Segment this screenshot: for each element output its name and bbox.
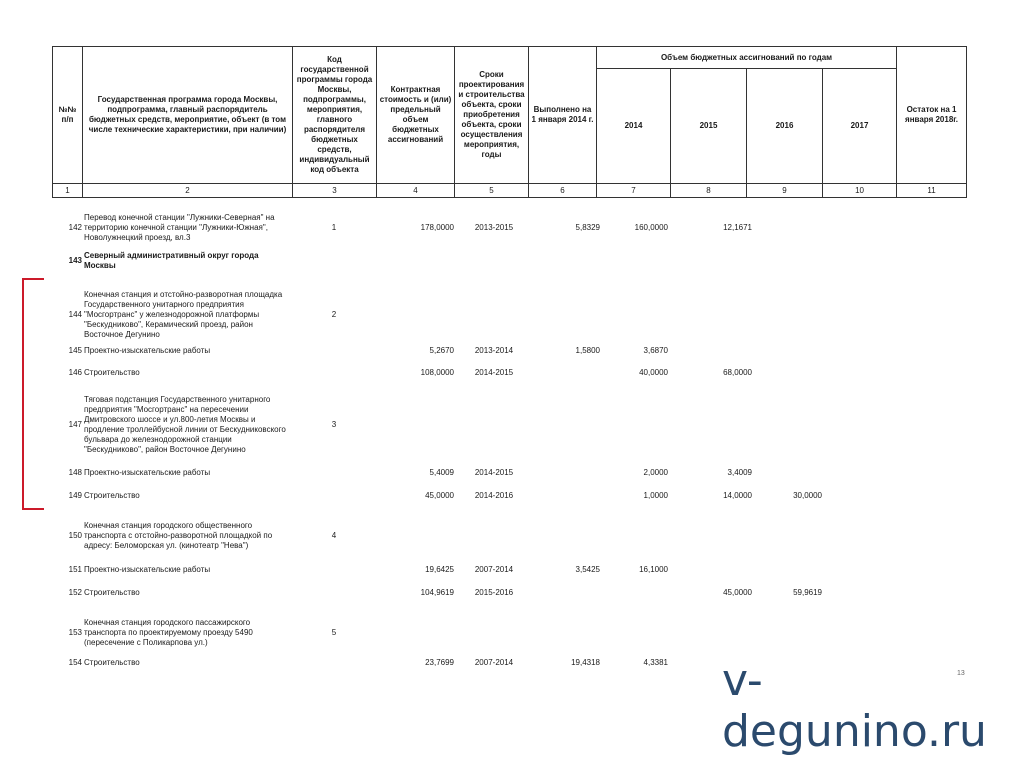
- table-row: [52, 560, 966, 580]
- col-num: 8: [671, 184, 747, 198]
- cell-y2015: [676, 516, 752, 556]
- cell-rest: [902, 342, 966, 360]
- cell-code: [292, 464, 376, 482]
- cell-rest: [902, 246, 966, 276]
- cell-y2017: [826, 464, 900, 482]
- cell-period: 2007-2014: [474, 658, 514, 667]
- table-row: [52, 486, 966, 506]
- cell-rest: [902, 464, 966, 482]
- cell-n: 151: [68, 565, 82, 574]
- cell-cost: 5,4009: [429, 468, 454, 477]
- cell-rest: [902, 280, 966, 350]
- cell-code: [292, 560, 376, 580]
- cell-done: [534, 246, 600, 276]
- cell-y2017: [826, 364, 900, 382]
- table-row: [52, 464, 966, 482]
- col-num: 9: [747, 184, 823, 198]
- cell-done: [534, 364, 600, 382]
- cell-y2017: [826, 486, 900, 506]
- cell-y2014: [602, 280, 668, 350]
- cell-done: 19,4318: [571, 658, 600, 667]
- cell-y2014: [602, 516, 668, 556]
- header-group: Объем бюджетных ассигнований по годам: [597, 47, 897, 69]
- cell-y2017: [826, 582, 900, 604]
- header-2014: 2014: [597, 69, 671, 184]
- cell-n: 143: [68, 256, 82, 265]
- cell-code: 1: [331, 223, 337, 232]
- cell-name: Конечная станция и отстойно-разворотная площадка Государственного унитарного предприятия "Мосгортранс" у железнодорожной платформы "Бескудниково", Керамический проезд, район Восточное Дегунино: [84, 290, 283, 339]
- cell-y2017: [826, 208, 900, 248]
- table-row: [52, 208, 966, 248]
- highlight-bracket: [22, 278, 44, 510]
- cell-n: 144: [68, 310, 82, 319]
- col-num: 3: [293, 184, 377, 198]
- cell-y2015: [676, 342, 752, 360]
- cell-y2015: [676, 390, 752, 460]
- col-num: 1: [53, 184, 83, 198]
- cell-y2017: [826, 246, 900, 276]
- cell-y2014: 16,1000: [639, 565, 668, 574]
- cell-code: [292, 652, 376, 674]
- cell-y2016: [754, 464, 822, 482]
- cell-rest: [902, 390, 966, 460]
- cell-y2016: [754, 246, 822, 276]
- cell-period: 2014-2015: [474, 368, 514, 377]
- cell-period: [456, 610, 532, 656]
- cell-y2016: 59,9619: [793, 588, 822, 597]
- table-row: [52, 582, 966, 604]
- cell-cost: 178,0000: [420, 223, 454, 232]
- cell-y2017: [826, 342, 900, 360]
- page-number: 13: [957, 670, 965, 677]
- header-period: Сроки проектирования и строительства объекта, сроки приобретения объекта, сроки осуществления мероприятия, годы: [455, 47, 529, 184]
- cell-y2017: [826, 560, 900, 580]
- cell-code: 4: [331, 531, 337, 540]
- cell-y2014: 1,0000: [643, 491, 668, 500]
- cell-period: [456, 280, 532, 350]
- cell-rest: [902, 560, 966, 580]
- cell-y2015: [676, 246, 752, 276]
- header-2017: 2017: [823, 69, 897, 184]
- cell-done: [534, 464, 600, 482]
- cell-rest: [902, 516, 966, 556]
- table-row: [52, 246, 966, 276]
- cell-name: Конечная станция городского пассажирского транспорта по проектируемому проезду 5490 (пересечение с Поликарпова ул.): [84, 618, 253, 647]
- cell-n: 152: [68, 588, 82, 597]
- cell-name: Тяговая подстанция Государственного унитарного предприятия "Мосгортранс" на пересечении Дмитровского шоссе и ул.800-летия Москвы и продление троллейбусной линии от Бескудниковского бульвара до железнодорожной станции "Бескудниково", район Восточное Дегунино: [84, 395, 286, 454]
- cell-cost: 5,2670: [429, 346, 454, 355]
- cell-cost: [378, 280, 454, 350]
- col-num: 7: [597, 184, 671, 198]
- cell-rest: [902, 364, 966, 382]
- header-2016: 2016: [747, 69, 823, 184]
- cell-n: 149: [68, 491, 82, 500]
- cell-cost: [378, 390, 454, 460]
- cell-rest: [902, 208, 966, 248]
- cell-period: 2014-2015: [474, 468, 514, 477]
- col-num: 4: [377, 184, 455, 198]
- cell-y2016: [754, 364, 822, 382]
- cell-period: 2013-2015: [474, 223, 514, 232]
- cell-n: 150: [68, 531, 82, 540]
- cell-y2014: 40,0000: [639, 368, 668, 377]
- cell-y2017: [826, 280, 900, 350]
- cell-period: 2015-2016: [474, 588, 514, 597]
- cell-name: Строительство: [84, 368, 140, 377]
- col-num: 6: [529, 184, 597, 198]
- table-header: [52, 46, 966, 198]
- cell-y2017: [826, 610, 900, 656]
- cell-y2014: [602, 610, 668, 656]
- header-program: Государственная программа города Москвы, подпрограмма, главный распорядитель бюджетных средств, мероприятие, объект (в том числе технические характеристики, при наличии): [83, 47, 293, 184]
- cell-name: Строительство: [84, 588, 140, 597]
- cell-name: Проектно-изыскательские работы: [84, 565, 211, 574]
- cell-cost: [378, 610, 454, 656]
- cell-n: 142: [68, 223, 82, 232]
- cell-n: 146: [68, 368, 82, 377]
- cell-period: [456, 516, 532, 556]
- cell-cost: 104,9619: [420, 588, 454, 597]
- cell-code: [292, 364, 376, 382]
- cell-y2014: 2,0000: [643, 468, 668, 477]
- cell-y2015: 3,4009: [727, 468, 752, 477]
- watermark: v-degunino.ru: [722, 655, 987, 757]
- cell-y2015: 12,1671: [723, 223, 752, 232]
- cell-done: 5,8329: [575, 223, 600, 232]
- cell-done: 3,5425: [575, 565, 600, 574]
- cell-y2014: [602, 246, 668, 276]
- cell-done: [534, 516, 600, 556]
- cell-y2016: [754, 208, 822, 248]
- cell-code: [292, 246, 376, 276]
- cell-code: 3: [331, 420, 337, 429]
- col-num: 10: [823, 184, 897, 198]
- cell-rest: [902, 486, 966, 506]
- cell-done: [534, 390, 600, 460]
- cell-cost: [378, 246, 454, 276]
- cell-n: 154: [68, 658, 82, 667]
- cell-code: [292, 486, 376, 506]
- cell-cost: 45,0000: [425, 491, 454, 500]
- cell-y2014: 4,3381: [643, 658, 668, 667]
- cell-cost: 23,7699: [425, 658, 454, 667]
- cell-done: 1,5800: [575, 346, 600, 355]
- cell-y2014: [602, 390, 668, 460]
- col-num: 2: [83, 184, 293, 198]
- cell-period: [456, 390, 532, 460]
- cell-y2014: [602, 582, 668, 604]
- cell-y2016: 30,0000: [793, 491, 822, 500]
- col-num: 11: [897, 184, 967, 198]
- cell-period: 2014-2016: [474, 491, 514, 500]
- cell-y2016: [754, 342, 822, 360]
- cell-name: Конечная станция городского общественного транспорта с отстойно-разворотной площадкой по адресу: Беломорская ул. (кинотеатр "Нева"): [84, 521, 273, 550]
- cell-done: [534, 610, 600, 656]
- table-row: [52, 516, 966, 556]
- cell-code: 5: [331, 628, 337, 637]
- cell-cost: [378, 516, 454, 556]
- cell-cost: 108,0000: [420, 368, 454, 377]
- cell-name: Проектно-изыскательские работы: [84, 346, 211, 355]
- table-row: [52, 390, 966, 460]
- cell-done: [534, 280, 600, 350]
- cell-code: 2: [331, 310, 337, 319]
- header-cost: Контрактная стоимость и (или) предельный объем бюджетных ассигнований: [377, 47, 455, 184]
- cell-n: 147: [68, 420, 82, 429]
- cell-n: 153: [68, 628, 82, 637]
- cell-y2015: 68,0000: [723, 368, 752, 377]
- cell-code: [292, 582, 376, 604]
- header-rest: Остаток на 1 января 2018г.: [897, 47, 967, 184]
- cell-y2016: [754, 516, 822, 556]
- cell-y2016: [754, 610, 822, 656]
- cell-n: 145: [68, 346, 82, 355]
- cell-y2016: [754, 390, 822, 460]
- cell-code: [292, 342, 376, 360]
- cell-y2014: 3,6870: [643, 346, 668, 355]
- cell-y2016: [754, 560, 822, 580]
- cell-rest: [902, 610, 966, 656]
- header-code: Код государственной программы города Москвы, подпрограммы, мероприятия, главного распорядителя бюджетных средств, индивидуальный код объекта: [293, 47, 377, 184]
- cell-y2015: [676, 560, 752, 580]
- cell-name: Строительство: [84, 491, 140, 500]
- cell-done: [534, 486, 600, 506]
- cell-n: 148: [68, 468, 82, 477]
- cell-done: [534, 582, 600, 604]
- cell-cost: 19,6425: [425, 565, 454, 574]
- cell-period: 2013-2014: [474, 346, 514, 355]
- cell-y2015: 14,0000: [723, 491, 752, 500]
- col-num: 5: [455, 184, 529, 198]
- table-row: [52, 364, 966, 382]
- table-row: [52, 342, 966, 360]
- cell-name: Проектно-изыскательские работы: [84, 468, 211, 477]
- cell-name: Северный административный округ города Москвы: [84, 251, 259, 270]
- header-2015: 2015: [671, 69, 747, 184]
- cell-name: Строительство: [84, 658, 140, 667]
- cell-y2014: 160,0000: [634, 223, 668, 232]
- table-row: [52, 610, 966, 656]
- cell-period: 2007-2014: [474, 565, 514, 574]
- cell-period: [456, 246, 532, 276]
- cell-y2017: [826, 390, 900, 460]
- cell-y2017: [826, 516, 900, 556]
- cell-y2016: [754, 280, 822, 350]
- cell-y2015: 45,0000: [723, 588, 752, 597]
- cell-y2015: [676, 280, 752, 350]
- cell-rest: [902, 582, 966, 604]
- table-row: [52, 280, 966, 350]
- header-number: №№ п/п: [53, 47, 83, 184]
- header-done: Выполнено на 1 января 2014 г.: [529, 47, 597, 184]
- cell-y2015: [676, 610, 752, 656]
- cell-name: Перевод конечной станции "Лужники-Северная" на территорию конечной станции "Лужники-Южная", Новолужнецкий проезд, вл.3: [84, 213, 275, 242]
